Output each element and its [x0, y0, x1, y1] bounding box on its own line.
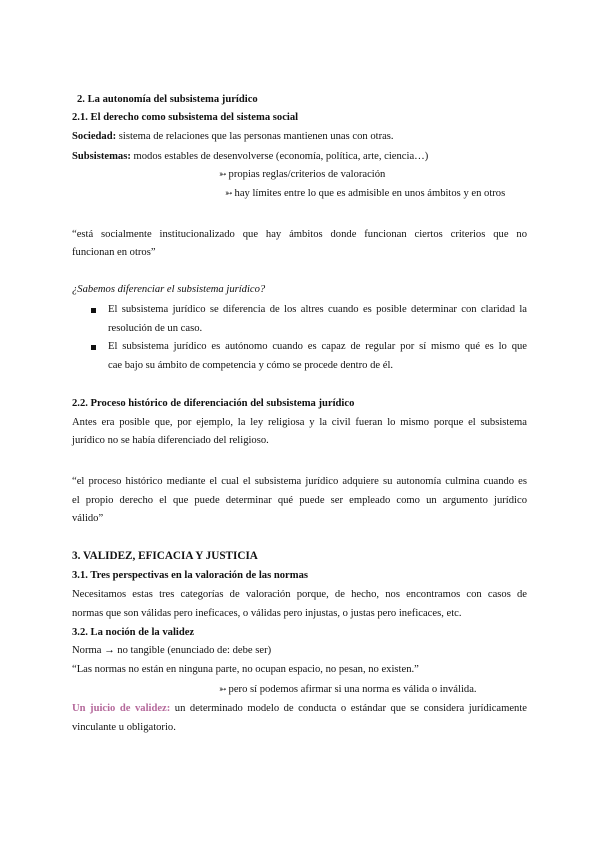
quote-2-line-3: válido”: [72, 513, 104, 524]
quote-3: “Las normas no están en ninguna parte, no ocupan espacio, no pesan, no existen.”: [72, 664, 419, 675]
paragraph-3-1-line-2: normas que son válidas pero ineficaces, o válidas pero injustas, o justas pero ineficaces, etc.: [72, 608, 462, 619]
paragraph-3-1-line-1: Necesitamos estas tres categorías de valoración porque, de hecho, nos encontramos con casos de: [72, 589, 527, 600]
juicio-definition-line-2: vinculante u obligatorio.: [72, 722, 176, 733]
juicio-definition-line-1: [72, 702, 527, 715]
juicio-label: Un juicio de validez:: [72, 703, 171, 714]
paragraph-2-2-line-1: Antes era posible que, por ejemplo, la ley religiosa y la civil fueran lo mismo porque el subsistema: [72, 417, 527, 428]
quote-1-line-2: funcionan en otros”: [72, 247, 156, 258]
juicio-text: un determinado modelo de conducta o estándar que se considera jurídicamente: [170, 703, 527, 714]
arrow-note-1: [219, 168, 385, 181]
arrow-icon: ➳: [219, 169, 227, 179]
arrow-note-1-text: propias reglas/criterios de valoración: [228, 169, 386, 180]
arrow-icon: ➳: [219, 684, 227, 694]
quote-2-line-1: “el proceso histórico mediante el cual el subsistema jurídico adquiere su autonomía culmina cuando es: [72, 476, 527, 487]
bullet-1-line-1: El subsistema jurídico se diferencia de los altres cuando es posible determinar con claridad la: [108, 304, 527, 315]
subsistemas-definition: [72, 150, 428, 163]
norma-line: Norma → no tangible (enunciado de: debe ser): [72, 645, 272, 656]
subsistemas-text: modos estables de desenvolverse (economía, política, arte, ciencia…): [130, 151, 429, 162]
quote-2-line-2: el propio derecho el que puede determinar qué puede ser empleado como un argumento jurídico: [72, 495, 527, 506]
bullet-2-line-1: El subsistema jurídico es autónomo cuando es capaz de regular por sí mismo qué es lo que: [108, 341, 527, 352]
question-heading: ¿Sabemos diferenciar el subsistema jurídico?: [72, 284, 266, 295]
paragraph-2-2-line-2: jurídico no se había diferenciado del religioso.: [72, 435, 269, 446]
arrow-note-2: [225, 187, 505, 200]
subsection-3-1-heading: 3.1. Tres perspectivas en la valoración de las normas: [72, 570, 308, 581]
quote-1-line-1: “está socialmente institucionalizado que hay ámbitos donde funcionan ciertos criterios que no: [72, 229, 527, 240]
subsection-2-2-heading: 2.2. Proceso histórico de diferenciación del subsistema jurídico: [72, 398, 355, 409]
subsistemas-label: Subsistemas:: [72, 151, 131, 162]
sociedad-definition: [72, 130, 394, 143]
sociedad-text: sistema de relaciones que las personas mantienen unas con otras.: [116, 131, 394, 142]
arrow-note-3: [219, 683, 477, 696]
arrow-note-3-text: pero sí podemos afirmar si una norma es válida o inválida.: [228, 684, 477, 695]
subsection-2-1-heading: 2.1. El derecho como subsistema del sistema social: [72, 112, 299, 123]
sociedad-label: Sociedad:: [72, 131, 117, 142]
arrow-note-2-text: hay límites entre lo que es admisible en unos ámbitos y en otros: [234, 188, 506, 199]
section-3-heading: 3. VALIDEZ, EFICACIA Y JUSTICIA: [72, 550, 258, 562]
bullet-2-line-2: cae bajo su ámbito de competencia y cómo se procede dentro de él.: [108, 360, 394, 371]
bullet-1-line-2: resolución de un caso.: [108, 323, 203, 334]
bullet-marker: [91, 308, 96, 313]
subsection-3-2-heading: 3.2. La noción de la validez: [72, 627, 195, 638]
arrow-icon: ➳: [225, 188, 233, 198]
section-2-heading: 2. La autonomía del subsistema jurídico: [77, 94, 258, 105]
bullet-marker: [91, 345, 96, 350]
